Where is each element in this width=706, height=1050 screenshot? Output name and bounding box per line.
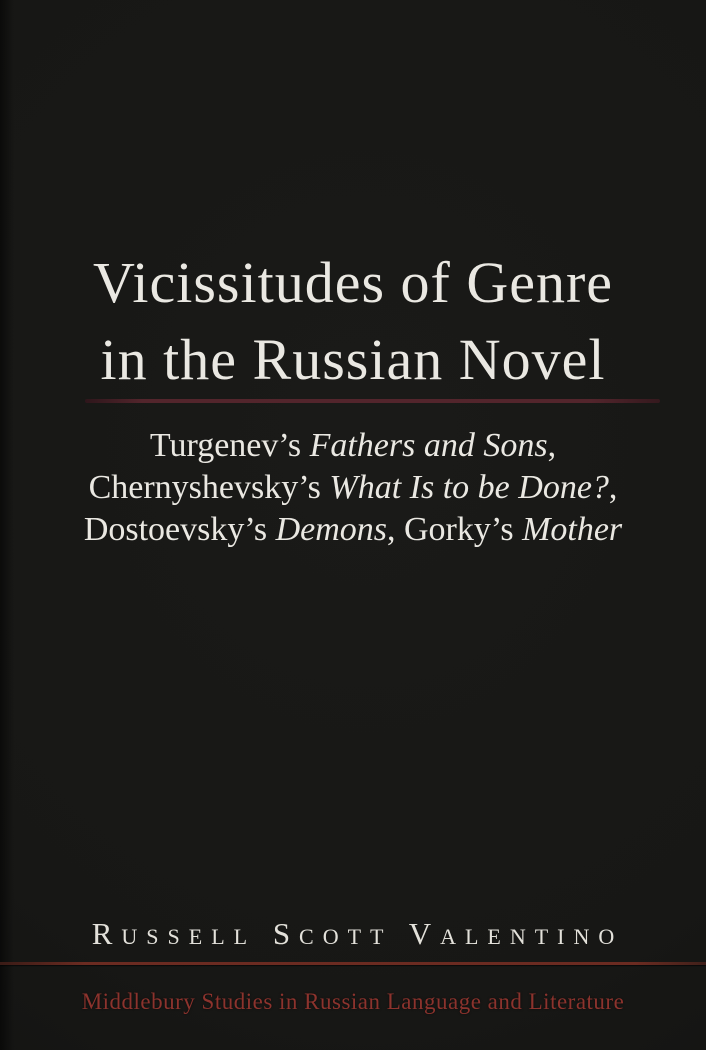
subtitle-line [0,425,706,467]
subtitle-line [0,509,706,551]
series-title: Middlebury Studies in Russian Language and Literature [81,989,625,1014]
subtitle-text: , [608,469,618,506]
footer-divider-rule [0,962,706,965]
book-subtitle [0,425,706,551]
subtitle-text: Chernyshevsky’s [88,469,330,506]
subtitle-work-title: What Is to be Done? [329,469,609,506]
subtitle-work-title: Fathers and Sons [309,427,548,464]
subtitle-text: Dostoevsky’s [83,511,276,548]
subtitle-text: Turgenev’s [149,427,310,464]
subtitle-line [0,467,706,509]
subtitle-text: , Gorky’s [387,511,523,548]
title-divider-rule [85,399,660,403]
book-title-line-1: Vicissitudes of Genre [92,250,614,315]
subtitle-work-title: Mother [522,511,623,548]
subtitle-text: , [547,427,557,464]
book-title [0,244,706,398]
book-title-line-2: in the Russian Novel [100,327,606,392]
author-name: Russell Scott Valentino [91,916,624,951]
subtitle-work-title: Demons [275,511,387,548]
